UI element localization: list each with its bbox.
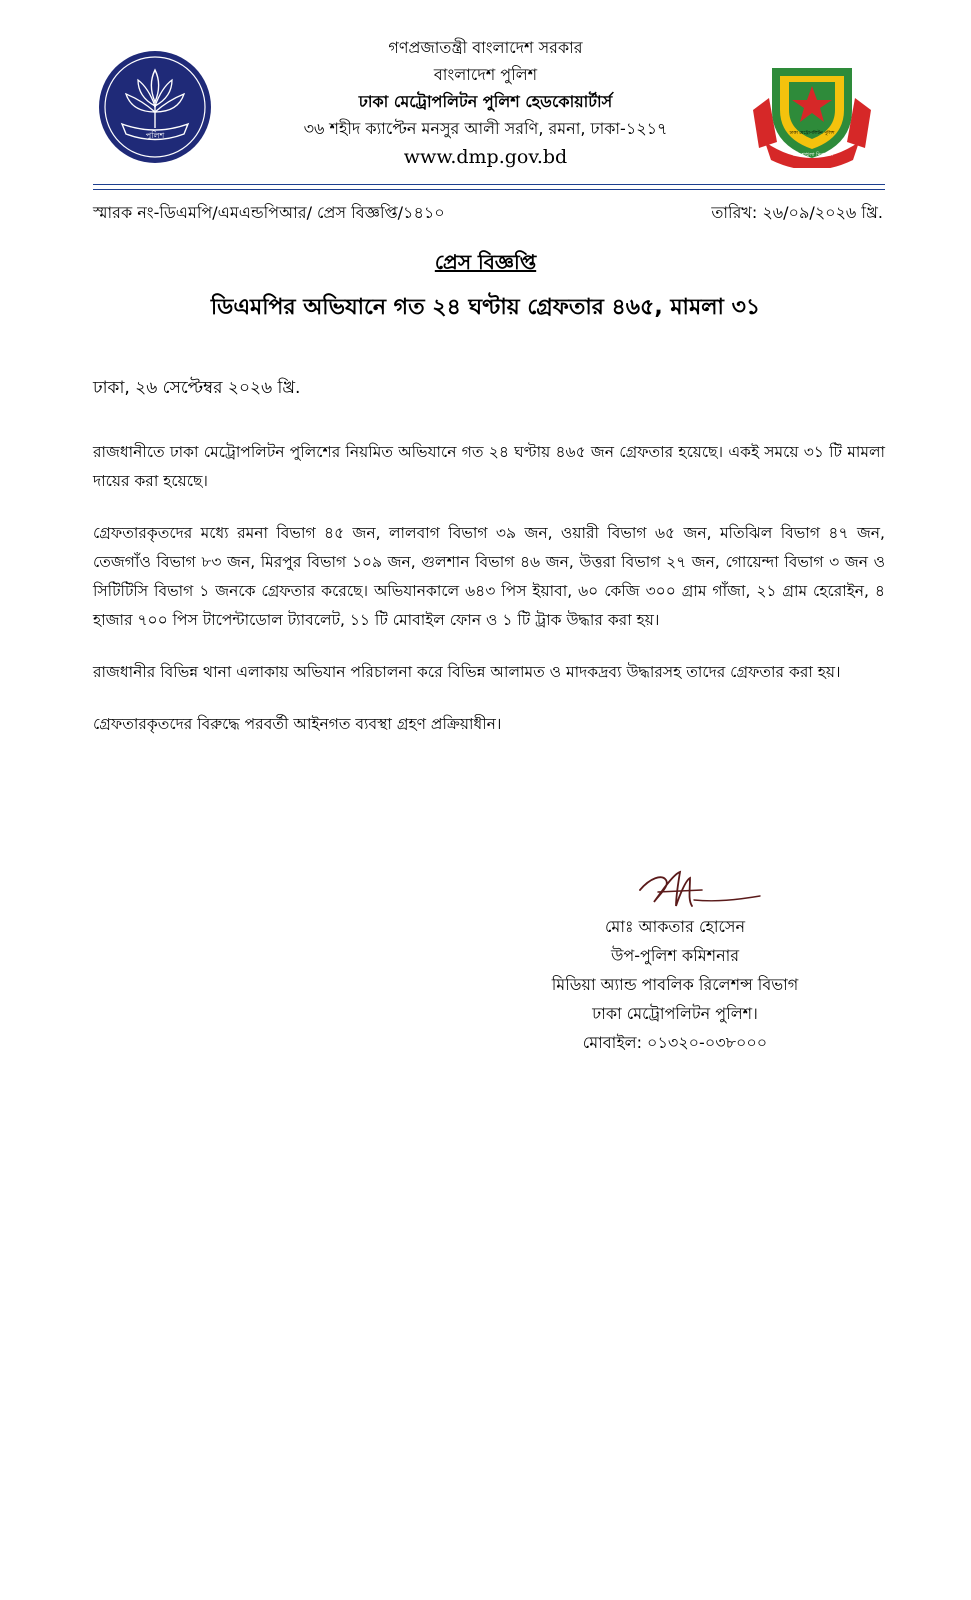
signatory-mobile: মোবাইল: ০১৩২০-০৩৮০০০ (582, 1033, 768, 1052)
dateline: ঢাকা, ২৬ সেপ্টেম্বর ২০২৬ খ্রি. (93, 378, 301, 398)
press-release-label-text: প্রেস বিজ্ঞপ্তি (434, 250, 537, 274)
handwritten-signature-icon (636, 866, 766, 916)
paragraph-1: রাজধানীতে ঢাকা মেট্রোপলিটন পুলিশের নিয়মিত অভিযানে গত ২৪ ঘণ্টায় ৪৬৫ জন গ্রেফতার হয়েছে। একই সময়ে ৩১ টি মামলা দায়ের করা হয়েছে। (93, 443, 885, 490)
svg-text:ঢাকা মেট্রোপলিটন পুলিশ: ঢাকা মেট্রোপলিটন পুলিশ (789, 131, 835, 136)
signatory-title: উপ-পুলিশ কমিশনার (610, 946, 740, 965)
government-name: গণপ্রজাতন্ত্রী বাংলাদেশ সরকার (388, 38, 583, 57)
paragraph-4: গ্রেফতারকৃতদের বিরুদ্ধে পরবর্তী আইনগত ব্যবস্থা গ্রহণ প্রক্রিয়াধীন। (93, 715, 502, 733)
memo-date: তারিখ: ২৬/০৯/২০২৬ খ্রি. (711, 203, 883, 222)
letterhead (200, 34, 771, 172)
headline: ডিএমপির অভিযানে গত ২৪ ঘণ্টায় গ্রেফতার ৪৬৫, মামলা ৩১ (210, 295, 761, 320)
paragraph-3: রাজধানীর বিভিন্ন থানা এলাকায় অভিযান পরিচালনা করে বিভিন্ন আলামত ও মাদকদ্রব্য উদ্ধারসহ তাদের গ্রেফতার করা হয়। (93, 663, 841, 681)
website-url: www.dmp.gov.bd (403, 146, 568, 168)
office-name: ঢাকা মেট্রোপলিটন পুলিশ হেডকোয়ার্টার্স (358, 92, 613, 111)
signatory-name: মোঃ আকতার হোসেন (604, 917, 746, 936)
signatory-block (525, 912, 825, 1057)
dmp-crest-icon (747, 50, 877, 168)
press-release-label (0, 248, 971, 281)
header-rule-top (93, 184, 885, 185)
paragraph-2: গ্রেফতারকৃতদের মধ্যে রমনা বিভাগ ৪৫ জন, লালবাগ বিভাগ ৩৯ জন, ওয়ারী বিভাগ ৬৫ জন, মতিঝিল বিভাগ ৪৭ জন, তেজগাঁও বিভাগ ৮৩ জন, মিরপুর বিভাগ ১০৯ জন, গুলশান বিভাগ ৪৬ জন, উত্তরা বিভাগ ২৭ জন, গোয়েন্দা বিভাগ ৩ জন ও সিটিটিসি বিভাগ ১ জনকে গ্রেফতার করেছে। অভিযানকালে ৬৪৩ পিস ইয়াবা, ৬০ কেজি ৩০০ গ্রাম গাঁজা, ২১ গ্রাম হেরোইন, ৪ হাজার ৭০০ পিস টাপেন্টাডোল ট্যাবলেট, ১১ টি মোবাইল ফোন ও ১ টি ট্রাক উদ্ধার করা হয়। (93, 524, 885, 629)
signatory-organization: ঢাকা মেট্রোপলিটন পুলিশ। (592, 1004, 758, 1023)
office-address: ৩৬ শহীদ ক্যাপ্টেন মনসুর আলী সরণি, রমনা, ঢাকা-১২১৭ (303, 119, 668, 138)
signatory-division: মিডিয়া অ্যান্ড পাবলিক রিলেশন্স বিভাগ (551, 975, 799, 994)
svg-text:শান্তি শৃঙ্খলা নিরাপত্তা: শান্তি শৃঙ্খলা নিরাপত্তা (790, 152, 834, 158)
bangladesh-police-emblem-icon (98, 50, 212, 164)
release-body (93, 438, 885, 762)
header-rule-bottom (93, 189, 885, 190)
memo-number: স্মারক নং-ডিএমপি/এমএন্ডপিআর/ প্রেস বিজ্ঞপ্তি/১৪১০ (93, 203, 445, 222)
department-name: বাংলাদেশ পুলিশ (433, 65, 538, 84)
svg-text:পুলিশ: পুলিশ (145, 131, 165, 140)
